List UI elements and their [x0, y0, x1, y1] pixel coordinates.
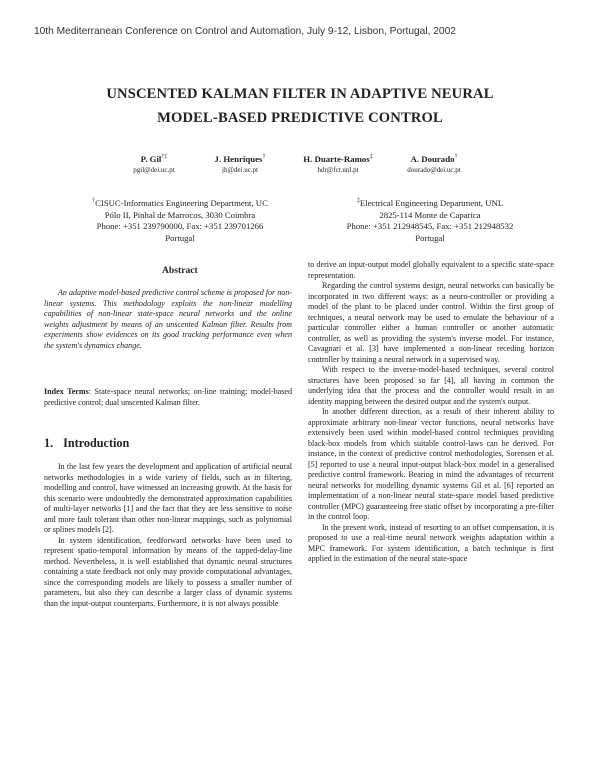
author-email: jh@dei.uc.pt — [222, 166, 258, 174]
author-3 — [288, 154, 388, 174]
paragraph: Regarding the control systems design, neural networks can basically be incorporated in two different ways: as a neuro-controller or providing a model of the plant to be placed under control. Within the first group of techniques, a neural network may be used to emulate the behaviour of a particular controller either a human controller or another automatic controller, as well as providing the system's inverse model. For instance, Cavagnari et al. [3] have implemented a non-linear receding horizon controller by training a neural network in a supervised way. — [308, 281, 554, 364]
conference-header: 10th Mediterranean Conference on Control and Automation, July 9-12, Lisbon, Portugal, 2002 — [34, 26, 456, 37]
abstract-heading: Abstract — [162, 265, 198, 276]
author-name: P. Gil†‡ — [140, 154, 168, 164]
section-heading-introduction: 1. Introduction — [44, 436, 130, 450]
author-email: hdr@fct.unl.pt — [317, 166, 359, 174]
paper-title-line-2: MODEL-BASED PREDICTIVE CONTROL — [157, 110, 443, 126]
author-name: A. Dourado† — [410, 154, 458, 164]
author-1 — [104, 154, 204, 174]
paragraph: With respect to the inverse-model-based techniques, several control structures have been proposed so far [4], all having in common the underlying idea that the process and the controller would result in an identity mapping between the desired output and the system's output. — [308, 365, 554, 406]
author-email: pgil@dei.uc.pt — [133, 166, 175, 174]
author-email: dourado@dei.uc.pt — [407, 166, 461, 174]
author-2 — [190, 154, 290, 174]
index-terms: Index Terms: State-space neural networks; on-line training; model-based predictive control; dual unscented Kalman filter. — [44, 387, 292, 407]
affiliation-uc: †CISUC-Informatics Engineering Department, UC Pólo II, Pinhal de Marrocos, 3030 Coimbra Phone: +351 239790000, Fax: +351 239701266 Portugal — [92, 197, 268, 244]
paragraph: In another different direction, as a result of their inherent ability to approximate arbitrary non-linear vector functions, neural networks have extensively been used within model-based control techniques providing black-box models from which suitable control-laws can be derived. For instance, in the context of predictive control methodologies, Sorensen et al. [5] reported to use a neural input-output black-box model in a generalised predictive control framework. Bearing in mind the advantages of recurrent neural networks for modelling dynamic systems Gil et al. [6] reported an implementation of a non-linear neural state-space model based predictive controller (MPC) guaranteeing free static offset by incorporating a pre-filter in the control loop. — [308, 407, 554, 521]
paragraph: to derive an input-output model globally equivalent to a specific state-space representation. — [308, 260, 554, 280]
author-4 — [384, 154, 484, 174]
paragraph: In system identification, feedforward networks have been used to represent spatio-temporal information by means of the tapped-delay-line method. Nevertheless, it is well established that dynamic neural structures containing a state feedback not only may provide computational advantages, since the corresponding models are likely to possess a smaller number of parameters, but also they can describe a larger class of dynamic systems than the input-output counterparts. Furthermore, it is not always possible — [44, 535, 292, 608]
paper-title-line-1: UNSCENTED KALMAN FILTER IN ADAPTIVE NEURAL — [106, 86, 494, 102]
abstract-text: An adaptive model-based predictive control scheme is proposed for non-linear systems. This methodology exploits the non-linear modelling capabilities of non-linear state-space neural networks and the online weights adjustment by means of an unscented Kalman filter. Results from experiments show evidences on its good tracking performance even when the system's dynamics change. — [44, 288, 292, 350]
paragraph: In the last few years the development and application of artificial neural networks methodologies in a wide variety of fields, such as in filtering, modelling and control, have witnessed an increasing growth. At the basis for this scenario were undoubtedly the demonstrated approximation capabilities of multi-layer networks [1] and the fact that they are less sensitive to noise and more fault tolerant than other non-linear mappings, such as polynomial or splines models [2]. — [44, 462, 292, 534]
paragraph: In the present work, instead of resorting to an offset compensation, it is proposed to use a real-time neural network weights adaptation within a MPC framework. For system identification, a batch technique is first applied in the estimation of the neural state-space — [308, 522, 554, 563]
introduction-column-right — [308, 260, 554, 565]
introduction-column-left — [44, 462, 292, 609]
author-name: H. Duarte-Ramos‡ — [303, 154, 373, 164]
affiliation-unl: ‡Electrical Engineering Department, UNL 2825-114 Monte de Caparica Phone: +351 212948545, Fax: +351 212948532 Portugal — [346, 197, 514, 244]
author-name: J. Henriques† — [214, 154, 266, 164]
